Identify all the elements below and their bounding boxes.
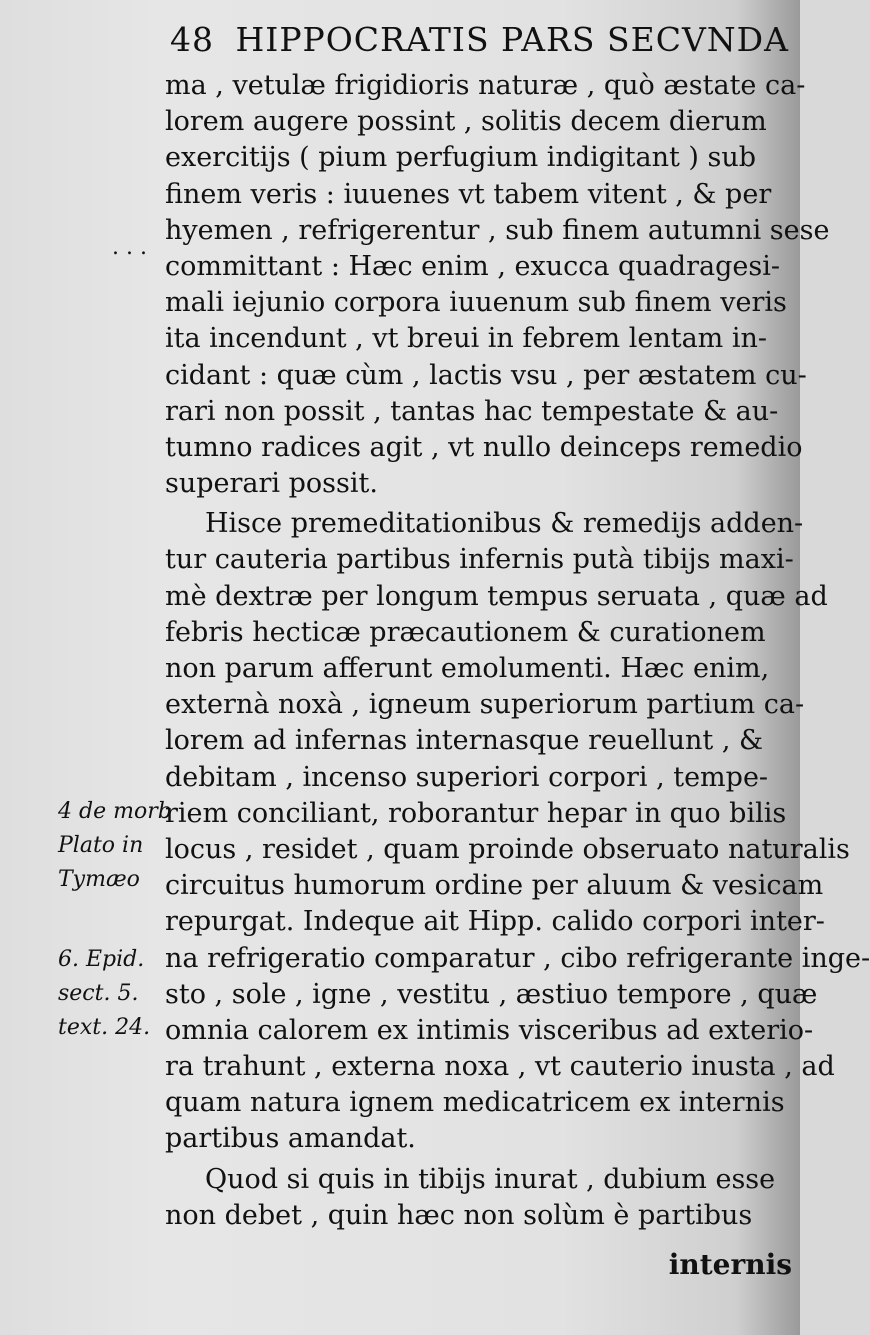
margin-note (58, 795, 173, 897)
text-line: partibus amandat. (165, 1123, 416, 1155)
text-line: lorem ad infernas internasque reuellunt , & (165, 725, 764, 757)
text-line: febris hecticæ præcautionem & curationem (165, 616, 766, 648)
text-line: ra trahunt , externa noxa , vt cauterio inusta , ad (165, 1051, 835, 1083)
text-line: mali iejunio corpora iuuenum sub finem veris (165, 287, 787, 319)
margin-note-line: text. 24. (58, 1015, 151, 1040)
margin-note-line: Tymæo (58, 867, 140, 892)
margin-note-line: sect. 5. (58, 981, 139, 1006)
text-line: externà noxà , igneum superiorum partium ca- (165, 689, 805, 721)
body-text (165, 68, 870, 1234)
text-line: lorem augere possint , solitis decem dierum (165, 106, 767, 138)
running-title: HIPPOCRATIS PARS SECVNDA (235, 20, 789, 59)
text-line: omnia calorem ex intimis visceribus ad exterio- (165, 1014, 814, 1046)
page-header (170, 20, 789, 59)
text-line: mè dextræ per longum tempus seruata , quæ ad (165, 580, 828, 612)
text-line: riem conciliant, roborantur hepar in quo bilis (165, 797, 787, 829)
text-line: ita incendunt , vt breui in febrem lentam in- (165, 323, 768, 355)
catchword: internis (668, 1248, 792, 1281)
text-line: non debet , quin hæc non solùm è partibus (165, 1199, 753, 1231)
text-line: tur cauteria partibus infernis putà tibijs maxi- (165, 544, 794, 576)
text-line: committant : Hæc enim , exucca quadragesi- (165, 250, 780, 282)
text-line: finem veris : iuuenes vt tabem vitent , & per (165, 178, 772, 210)
margin-note (58, 943, 173, 1045)
text-line: na refrigeratio comparatur , cibo refrigerante inge- (165, 942, 870, 974)
text-line: repurgat. Indeque ait Hipp. calido corpori inter- (165, 906, 825, 938)
page-number: 48 (170, 20, 214, 59)
text-line: locus , residet , quam proinde obseruato naturalis (165, 833, 850, 865)
text-line: debitam , incenso superiori corpori , tempe- (165, 761, 769, 793)
text-line: non parum afferunt emolumenti. Hæc enim, (165, 653, 770, 684)
margin-marks: . . . (112, 235, 147, 260)
text-line: exercitijs ( pium perfugium indigitant ) sub (165, 142, 757, 174)
margin-note-line: 4 de morb (58, 799, 172, 824)
text-line: Hisce premeditationibus & remedijs adden- (205, 508, 804, 540)
text-line: sto , sole , igne , vestitu , æstiuo tempore , quæ (165, 978, 818, 1010)
text-line: circuitus humorum ordine per aluum & vesicam (165, 870, 824, 902)
text-line: hyemen , refrigerentur , sub finem autumni sese (165, 214, 830, 246)
text-line: Quod si quis in tibijs inurat , dubium esse (205, 1163, 776, 1195)
text-line: quam natura ignem medicatricem ex internis (165, 1087, 785, 1119)
text-line: cidant : quæ cùm , lactis vsu , per æstatem cu- (165, 359, 807, 391)
margin-note-line: 6. Epid. (58, 947, 145, 972)
text-line: superari possit. (165, 468, 378, 500)
text-line: tumno radices agit , vt nullo deinceps remedio (165, 431, 803, 463)
text-line: rari non possit , tantas hac tempestate & au- (165, 395, 779, 427)
text-line: ma , vetulæ frigidioris naturæ , quò æstate ca- (165, 70, 806, 101)
margin-note-line: Plato in (58, 833, 144, 858)
